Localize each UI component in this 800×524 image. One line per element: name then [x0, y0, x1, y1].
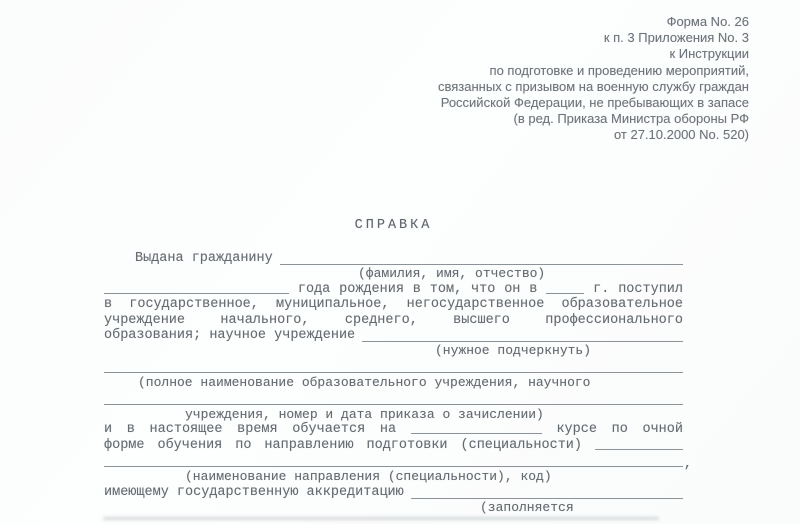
reference-line-conscription: связанных с призывом на военную службу граждан: [438, 78, 749, 94]
birth-year-blank-field: [104, 283, 289, 294]
birth-year-text: года рождения в том, что он в: [297, 281, 538, 297]
reference-line-form-number: Форма No. 26: [666, 14, 749, 29]
reference-header: [438, 14, 749, 144]
institution-blank-field: [362, 328, 683, 342]
current-course-line: [104, 422, 683, 437]
issued-to-label: Выдана гражданину: [135, 251, 273, 266]
full-name-blank-field: [280, 251, 683, 265]
reference-line-order-date: от 27.10.2000 No. 520): [613, 127, 749, 143]
study-form-text: форме обучения по направлению подготовки (специальности): [104, 437, 583, 453]
studies-at-text: и в настоящее время обучается на: [104, 422, 397, 438]
enrollment-year-blank-field: [546, 283, 584, 294]
issued-to-line: [104, 251, 683, 266]
accreditation-line: [104, 485, 683, 500]
institution-type-line-1: в государственное, муниципальное, негосударственное образовательное: [104, 297, 683, 313]
reference-line-federation: Российской Федерации, не пребывающих в запасе: [440, 95, 749, 111]
form-body: [104, 251, 692, 516]
trailing-comma: ,: [683, 457, 692, 473]
institution-name-caption-2: учреждения, номер и дата приказа о зачислении): [185, 406, 544, 422]
full-time-text: курсе по очной: [556, 422, 683, 438]
enrolled-text: г. поступил: [593, 281, 683, 297]
reference-line-appendix: к п. 3 Приложения No. 3: [603, 30, 749, 46]
institution-type-line-2: учреждение начального, среднего, высшего профессионального: [104, 312, 683, 328]
institution-name-blank-line-1: [104, 359, 683, 373]
underline-applicable-caption: (нужное подчеркнуть): [435, 343, 592, 359]
accreditation-blank-field: [411, 485, 683, 499]
specialty-blank-line: [104, 453, 692, 473]
fio-caption: (фамилия, имя, отчество): [358, 266, 546, 282]
reference-line-preparation: по подготовке и проведению мероприятий,: [489, 62, 749, 78]
reference-line-instruction: к Инструкции: [669, 46, 749, 62]
institution-name-caption-1: (полное наименование образовательного учреждения, научного: [138, 375, 591, 391]
filled-in-caption: (заполняется: [480, 500, 574, 516]
scientific-institution-label: образования; научное учреждение: [104, 327, 356, 343]
specialty-blank-field: [595, 439, 683, 450]
reference-line-order: (в ред. Приказа Министра обороны РФ: [513, 111, 749, 127]
institution-type-line-3: [104, 328, 683, 343]
accreditation-label: имеющему государственную аккредитацию: [104, 484, 404, 500]
document-title: СПРАВКА: [354, 218, 433, 233]
course-number-blank-field: [411, 423, 542, 434]
specialty-caption: (наименование направления (специальности), код): [185, 469, 552, 485]
study-form-line: [104, 438, 683, 453]
scan-cutoff-artifact: [103, 517, 659, 520]
birth-year-line: [104, 282, 683, 297]
institution-name-blank-line-2: [104, 391, 683, 405]
